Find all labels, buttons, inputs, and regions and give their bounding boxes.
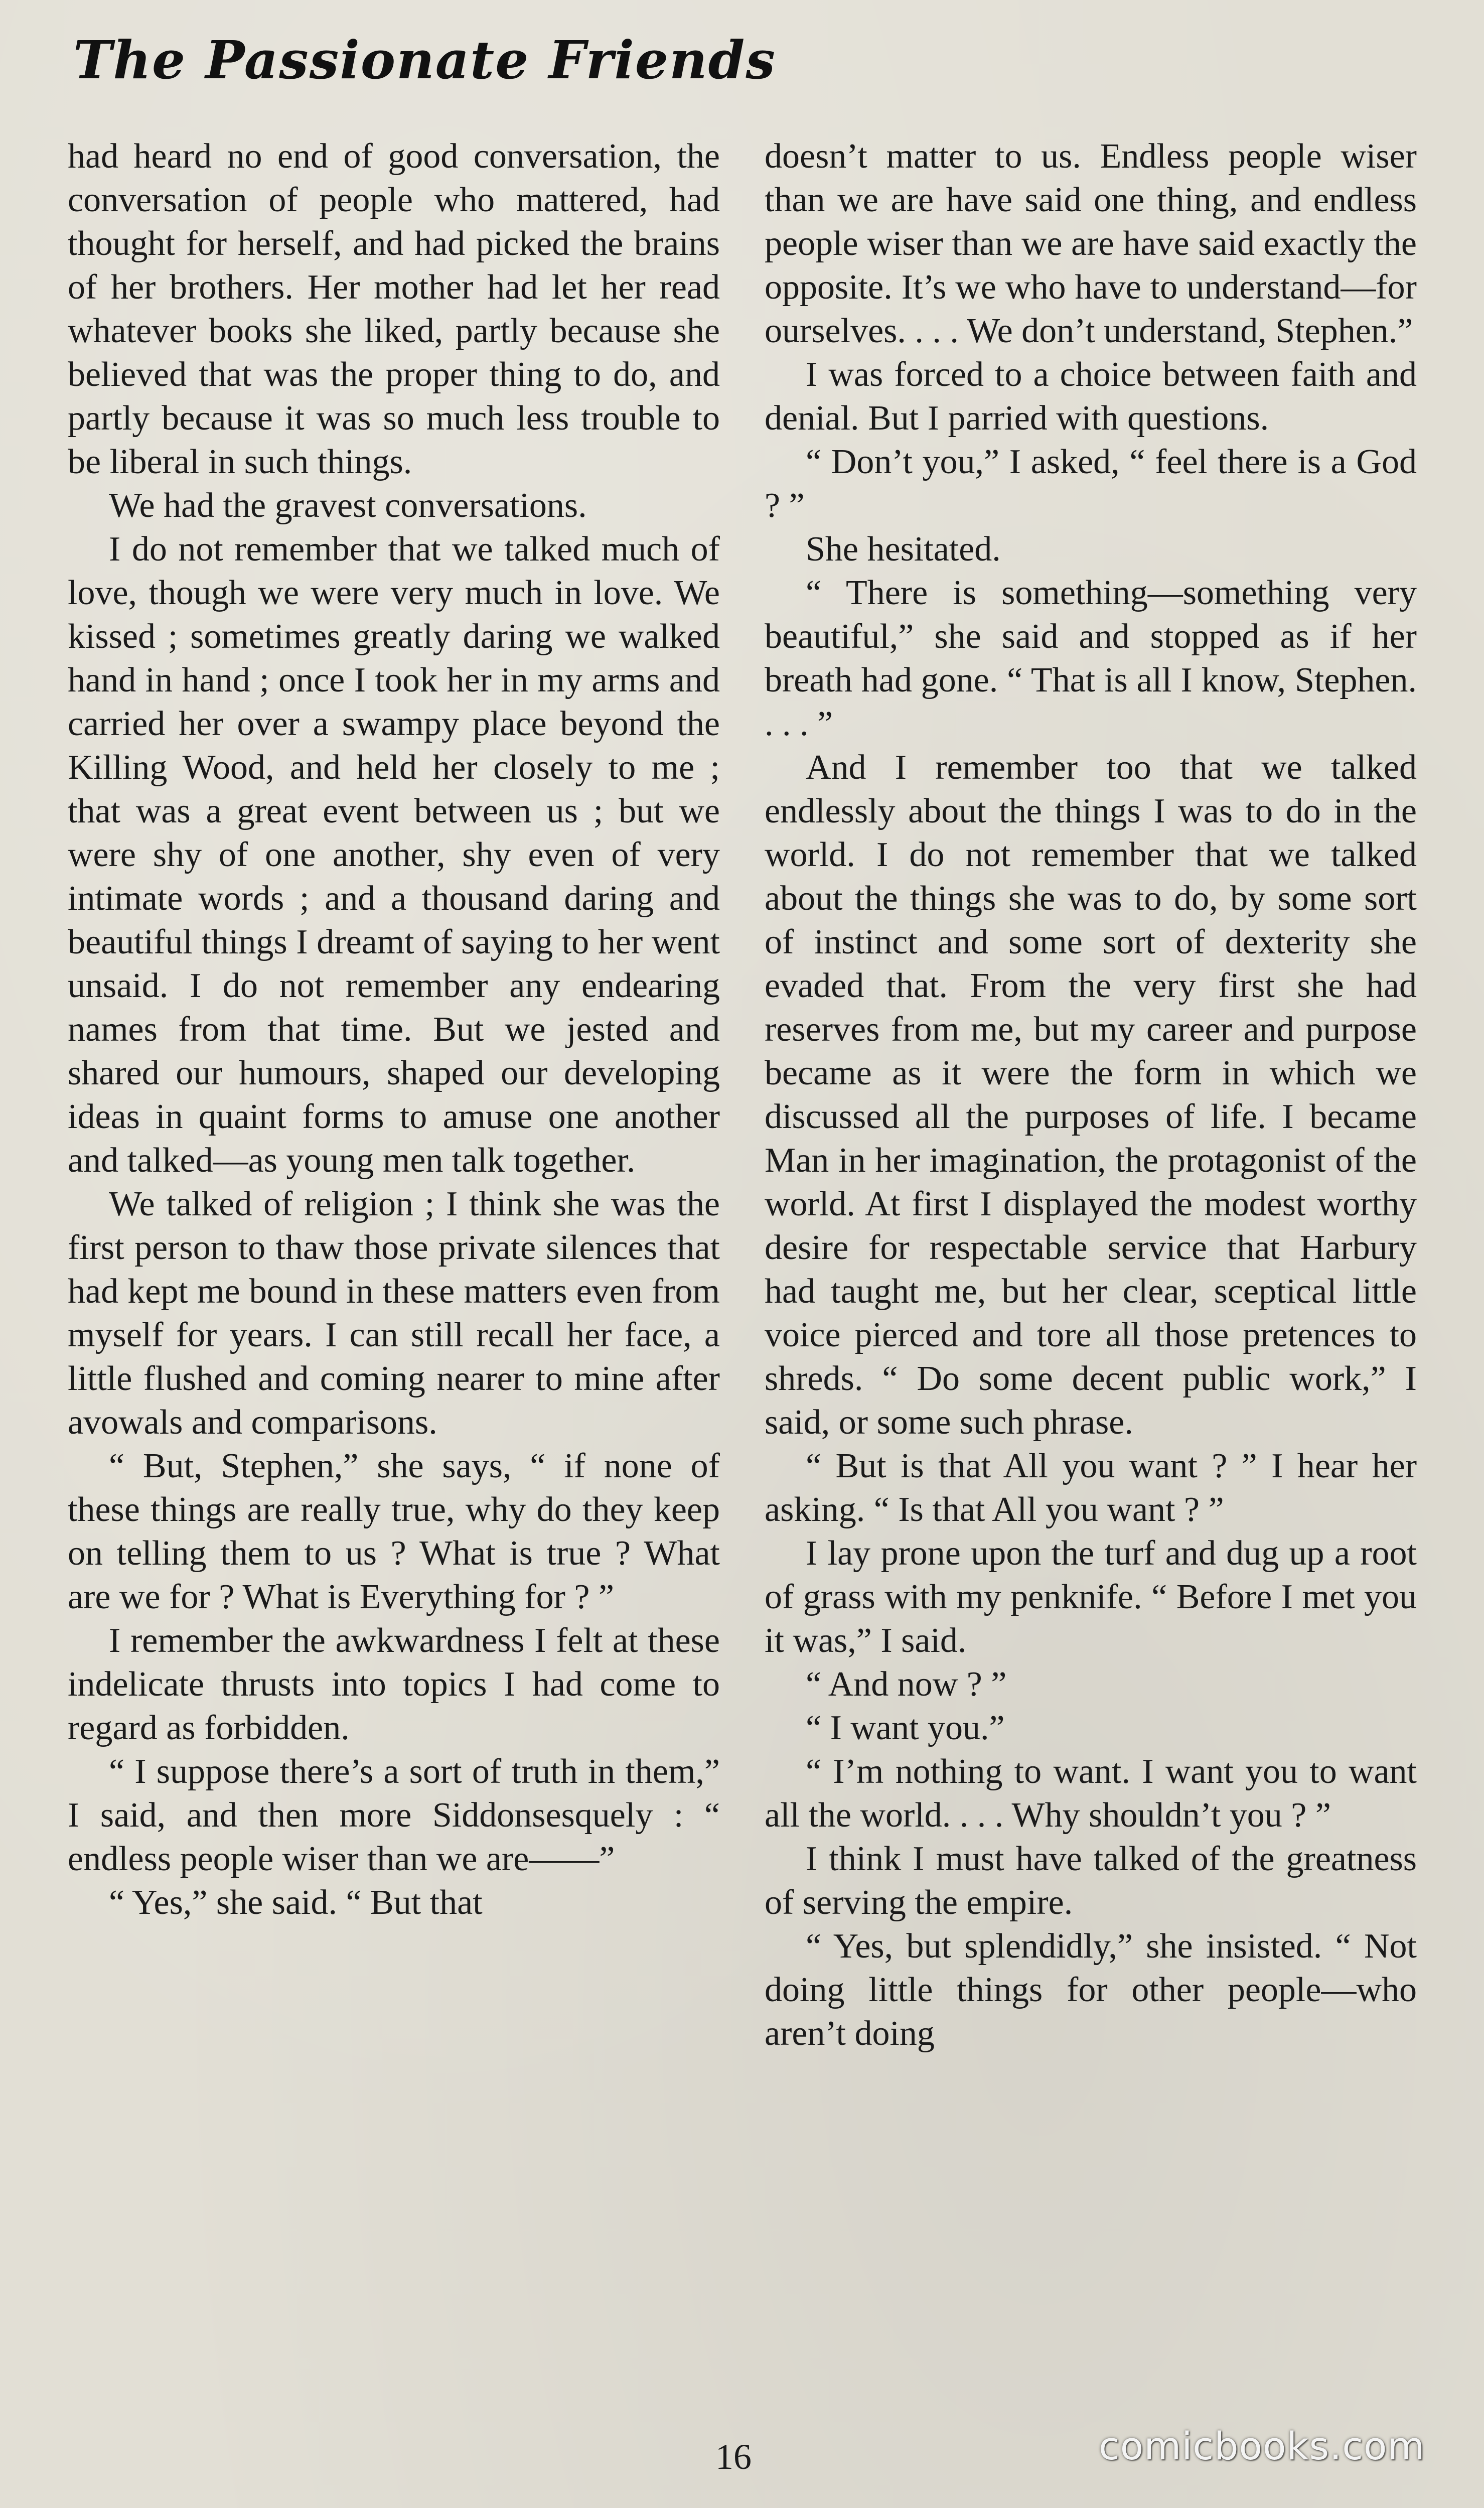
paragraph: “ Don’t you,” I asked, “ feel there is a God ? ” xyxy=(765,443,1417,525)
paragraph: I do not remember that we talked much of love, though we were very much in love. We kissed ; sometimes greatly daring we walked hand in hand ; once I took her in my arms and carried her over a swampy place beyond the Killing Wood, and held her closely to me ; that was a great event between us ; but we were shy of one another, shy even of very intimate words ; and a thousand daring and beautiful things I dreamt of saying to her went unsaid. I do not remember any endearing names from that time. But we jested and shared our humours, shaped our developing ideas in quaint forms to amuse one another and talked—as young men talk together. xyxy=(68,530,720,1180)
paragraph: “ But is that All you want ? ” I hear her asking. “ Is that All you want ? ” xyxy=(765,1447,1417,1529)
left-column xyxy=(68,134,720,1924)
paragraph: “ I’m nothing to want. I want you to want all the world. . . . Why shouldn’t you ? ” xyxy=(765,1752,1417,1835)
paragraph: I lay prone upon the turf and dug up a root of grass with my penknife. “ Before I met you it was,” I said. xyxy=(765,1534,1417,1660)
watermark: comicbooks.com xyxy=(1099,2424,1425,2468)
paragraph: had heard no end of good conversation, the conversation of people who mattered, had thought for herself, and had picked the brains of her brothers. Her mother had let her read whatever books she liked, partly because she believed that was the proper thing to do, and partly because it was so much less trouble to be liberal in such things. xyxy=(68,137,720,481)
paragraph: “ Yes,” she said. “ But that xyxy=(109,1883,483,1922)
paragraph: I think I must have talked of the greatness of serving the empire. xyxy=(765,1840,1417,1922)
paragraph: We talked of religion ; I think she was the first person to thaw those private silences that had kept me bound in these matters even from myself for years. I can still recall her face, a little flushed and coming nearer to mine after avowals and comparisons. xyxy=(68,1185,720,1442)
page-number: 16 xyxy=(715,2437,752,2477)
paragraph: doesn’t matter to us. Endless people wiser than we are have said one thing, and endless people wiser than we are have said exactly the opposite. It’s we who have to understand—for ourselves. . . . We don’t understand, Stephen.” xyxy=(765,137,1417,350)
running-title: The Passionate Friends xyxy=(73,29,776,91)
right-column xyxy=(765,134,1417,2055)
paragraph: “ I want you.” xyxy=(806,1709,1005,1747)
paragraph: I remember the awkwardness I felt at these indelicate thrusts into topics I had come to regard as forbidden. xyxy=(68,1621,720,1747)
paragraph: “ But, Stephen,” she says, “ if none of these things are really true, why do they keep on telling them to us ? What is true ? What are we for ? What is Everything for ? ” xyxy=(68,1447,720,1616)
paragraph: “ Yes, but splendidly,” she insisted. “ Not doing little things for other people—who aren’t doing xyxy=(765,1927,1417,2053)
paragraph: And I remember too that we talked endlessly about the things I was to do in the world. I do not remember that we talked about the things she was to do, by some sort of instinct and some sort of dexterity she evaded that. From the very first she had reserves from me, but my career and purpose became as it were the form in which we discussed all the purposes of life. I became Man in her imagination, the protagonist of the world. At first I displayed the modest worthy desire for respectable service that Harbury had taught me, but her clear, sceptical little voice pierced and tore all those pretences to shreds. “ Do some decent public work,” I said, or some such phrase. xyxy=(765,748,1417,1442)
paragraph: “ And now ? ” xyxy=(806,1665,1007,1704)
paragraph: She hesitated. xyxy=(806,530,1001,569)
paragraph: “ There is something—something very beautiful,” she said and stopped as if her breath had gone. “ That is all I know, Stephen. . . . ” xyxy=(765,574,1417,743)
paragraph: “ I suppose there’s a sort of truth in them,” I said, and then more Siddonsesquely : “ endless people wiser than we are——” xyxy=(68,1752,720,1878)
paragraph: We had the gravest conversations. xyxy=(109,486,587,525)
paragraph: I was forced to a choice between faith and denial. But I parried with questions. xyxy=(765,355,1417,438)
